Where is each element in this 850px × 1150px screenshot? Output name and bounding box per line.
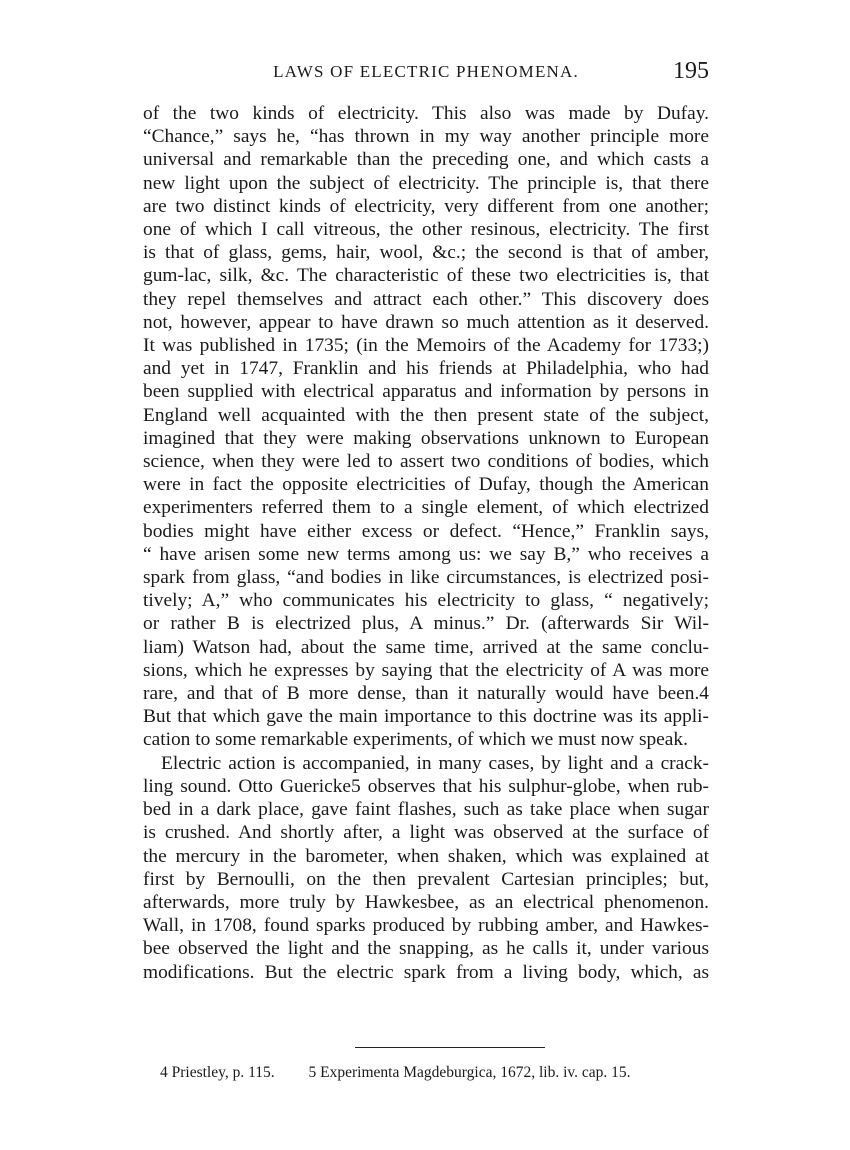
footnote-divider (355, 1047, 545, 1048)
text-line: modifications. But the electric spark from a living body, which, as (143, 961, 709, 983)
page-header (143, 58, 709, 90)
text-line: is crushed. And shortly after, a light was observed at the surface of (143, 822, 709, 844)
text-line: England well acquainted with the then present state of the subject, (143, 404, 709, 426)
text-line: It was published in 1735; (in the Memoirs of the Academy for 1733;) (143, 335, 709, 357)
text-line: the mercury in the barometer, when shaken, which was explained at (143, 845, 709, 867)
text-line: experimenters referred them to a single element, of which electrized (143, 497, 709, 519)
text-line: bodies might have either excess or defect. “Hence,” Franklin says, (143, 520, 709, 542)
text-line: liam) Watson had, about the same time, arrived at the same conclu- (143, 636, 709, 658)
text-line: and yet in 1747, Franklin and his friends at Philadelphia, who had (143, 358, 709, 380)
text-line: bed in a dark place, gave faint flashes, such as take place when sugar (143, 799, 709, 821)
text-line: Electric action is accompanied, in many cases, by light and a crack- (161, 752, 709, 774)
text-line: ling sound. Otto Guericke5 observes that his sulphur-globe, when rub- (143, 775, 709, 797)
text-line: gum-lac, silk, &c. The characteristic of these two electricities is, that (143, 265, 709, 287)
text-line: imagined that they were making observations unknown to European (143, 427, 709, 449)
text-line: or rather B is electrized plus, A minus.” Dr. (afterwards Sir Wil- (143, 613, 709, 635)
page-number: 195 (673, 58, 709, 84)
text-line: tively; A,” who communicates his electricity to glass, “ negatively; (143, 590, 709, 612)
footnote: 4 Priestley, p. 115. (160, 1064, 275, 1081)
text-line: of the two kinds of electricity. This also was made by Dufay. (143, 103, 709, 124)
text-line: one of which I call vitreous, the other resinous, electricity. The first (143, 219, 709, 241)
text-line: But that which gave the main importance to this doctrine was its appli- (143, 706, 709, 728)
text-line: afterwards, more truly by Hawkesbee, as an electrical phenomenon. (143, 891, 709, 913)
text-line: were in fact the opposite electricities of Dufay, though the American (143, 474, 709, 496)
text-line: bee observed the light and the snapping, as he calls it, under various (143, 938, 709, 960)
text-line: science, when they were led to assert two conditions of bodies, which (143, 451, 709, 473)
text-line: spark from glass, “and bodies in like circumstances, is electrized posi- (143, 567, 709, 589)
text-line: is that of glass, gems, hair, wool, &c.; the second is that of amber, (143, 242, 709, 264)
text-line: “ have arisen some new terms among us: we say B,” who receives a (143, 543, 709, 565)
text-line: are two distinct kinds of electricity, very different from one another; (143, 195, 709, 217)
footnotes (160, 1064, 700, 1082)
text-line: new light upon the subject of electricity. The principle is, that there (143, 172, 709, 194)
text-line: been supplied with electrical apparatus and information by persons in (143, 381, 709, 403)
text-line: not, however, appear to have drawn so much attention as it deserved. (143, 311, 709, 333)
text-line: Wall, in 1708, found sparks produced by rubbing amber, and Hawkes- (143, 915, 709, 937)
body-text (143, 102, 709, 984)
running-head: LAWS OF ELECTRIC PHENOMENA. (273, 62, 579, 81)
text-line: cation to some remarkable experiments, of which we must now speak. (143, 729, 688, 751)
text-line: sions, which he expresses by saying that the electricity of A was more (143, 659, 709, 681)
text-line: “Chance,” says he, “has thrown in my way another principle more (143, 126, 709, 148)
text-line: they repel themselves and attract each other.” This discovery does (143, 288, 709, 310)
text-line: universal and remarkable than the preceding one, and which casts a (143, 149, 709, 171)
text-line: first by Bernoulli, on the then prevalent Cartesian principles; but, (143, 868, 709, 890)
text-line: rare, and that of B more dense, than it naturally would have been.4 (143, 683, 709, 705)
footnote: 5 Experimenta Magdeburgica, 1672, lib. iv. cap. 15. (308, 1064, 631, 1081)
